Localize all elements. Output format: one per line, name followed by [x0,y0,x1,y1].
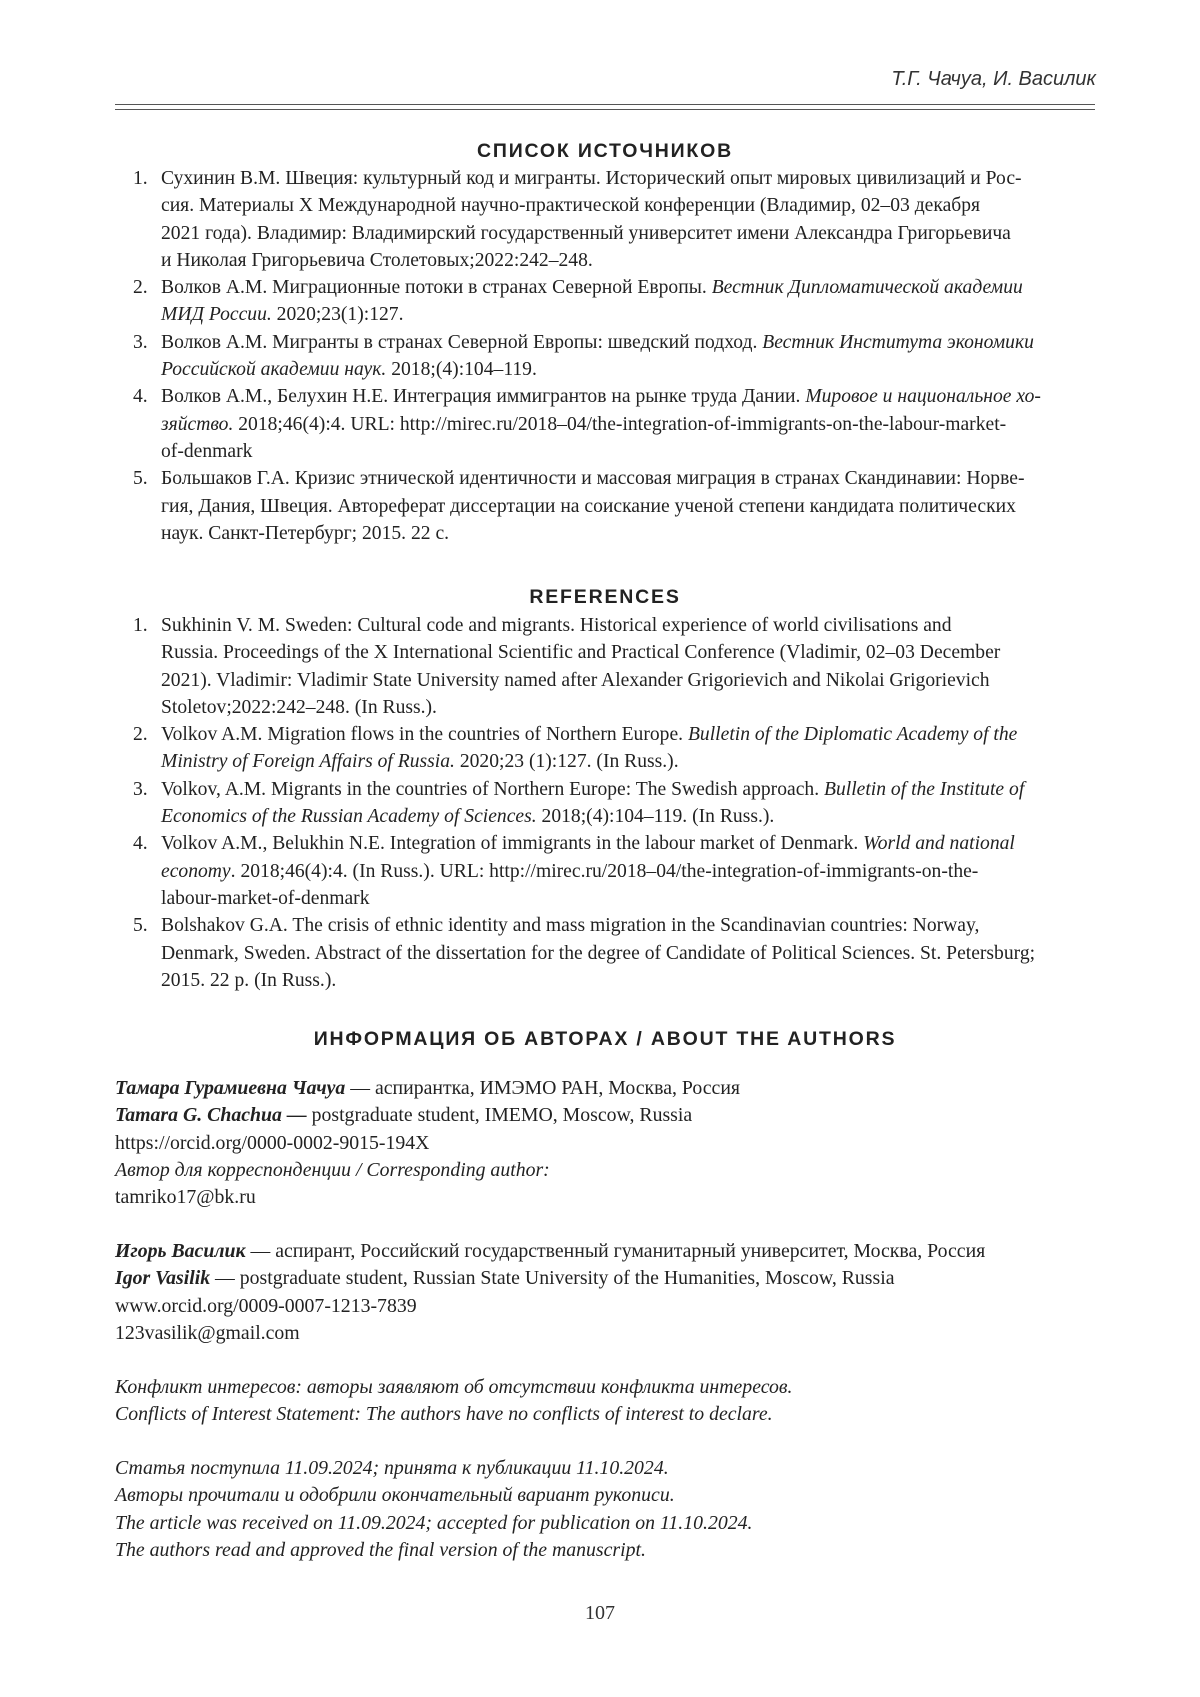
header-rule-bottom [115,109,1095,110]
author-1-name-ru: Тамара Гурамиевна Чачуа [115,1077,346,1099]
reference-item-1: 1. Sukhinin V. M. Sweden: Cultural code and migrants. Historical experience of world civilisations and Russia. Proceedings of the X International Scientific and Practical Conference (Vladimir, 02–03 December 2021). Vladimir: Vladimir State University named after Alexander Grigorievich and Nikolai Grigorievich Stoletov;2022:242–248. (In Russ.). [133,615,1001,718]
source-item-4: 4. Волков А.М., Белухин Н.Е. Интеграция иммигрантов на рынке труда Дании. Мировое и национальное хо- зяйство. 2018;46(4):4. URL: http://mirec.ru/2018–04/the-integration-of-immigrants-on-the-labour-market- of-denmark [133,386,1041,462]
author-2-email[interactable]: 123vasilik@gmail.com [115,1321,300,1344]
source-item-1: 1. Сухинин В.М. Швеция: культурный код и мигранты. Исторический опыт мировых цивилизаций и Рос- сия. Материалы X Международной научно-практической конференции (Владимир, 02–03 декабря 2021 года). Владимир: Владимирский государственный университет имени Александра Григорьевича и Николая Григорьевича Столетовых;2022:242–248. [133,168,1022,271]
sources-heading: СПИСОК ИСТОЧНИКОВ [477,140,733,162]
source-item-2: 2. Волков А.М. Миграционные потоки в странах Северной Европы. Вестник Дипломатической академии МИД России. 2020;23(1):127. [133,277,1023,326]
references-heading: REFERENCES [529,586,681,608]
reference-item-4: 4. Volkov A.M., Belukhin N.E. Integration of immigrants in the labour market of Denmark. World and national economy. 2018;46(4):4. (In Russ.). URL: http://mirec.ru/2018–04/the-integration-of-immigrants-on-the- labour-market-of-denmark [133,833,1015,909]
reference-item-3: 3. Volkov, A.M. Migrants in the countries of Northern Europe: The Swedish approach. Bulletin of the Institute of Economics of the Russian Academy of Sciences. 2018;(4):104–119. (In Russ.). [133,778,1025,828]
reference-item-2: 2. Volkov A.M. Migration flows in the countries of Northern Europe. Bulletin of the Diplomatic Academy of the Ministry of Foreign Affairs of Russia. 2020;23 (1):127. (In Russ.). [133,724,1018,773]
author-1-info: Тамара Гурамиевна Чачуа — аспирантка, ИМЭМО РАН, Москва, Россия Tamara G. Chachua — postgraduate student, IMEMO, Moscow, Russia https://orcid.org/0000-0002-9015-194X Автор для корреспонденции / Corresponding author: tamriko17@bk.ru [115,1075,1095,1211]
author-1-name-en: Tamara G. Chachua — [115,1104,307,1127]
author-2-info: Игорь Василик — аспирант, Российский государственный гуманитарный университет, Москва, Россия Igor Vasilik — postgraduate student, Russian State University of the Humanities, Moscow, Russia www.orcid.org/0009-0007-1213-7839 123vasilik@gmail.com [115,1238,1095,1347]
page-number: 107 [585,1602,615,1624]
source-item-5: 5. Большаков Г.А. Кризис этнической идентичности и массовая миграция в странах Скандинавии: Норве- гия, Дания, Швеция. Автореферат диссертации на соискание ученой степени кандидата политических наук. Санкт-Петербург; 2015. 22 с. [133,468,1025,544]
author-2-name-ru: Игорь Василик [115,1240,246,1262]
sources-list [115,165,1095,547]
header-rule-top [115,104,1095,105]
authors-heading: ИНФОРМАЦИЯ ОБ АВТОРАХ / ABOUT THE AUTHORS [313,1028,897,1050]
author-1-email[interactable]: tamriko17@bk.ru [115,1186,256,1209]
corresponding-author-label: Автор для корреспонденции / Corresponding author: [115,1158,550,1181]
author-2-name-en: Igor Vasilik [115,1267,211,1290]
running-head: Т.Г. Чачуа, И. Василик [891,68,1096,90]
references-list [115,612,1095,994]
article-dates: Статья поступила 11.09.2024; принята к публикации 11.10.2024. Авторы прочитали и одобрили окончательный вариант рукописи. The article was received on 11.09.2024; accepted for publication on 11.10.2024. The authors read and approved the final version of the manuscript. [115,1457,753,1561]
reference-item-5: 5. Bolshakov G.A. The crisis of ethnic identity and mass migration in the Scandinavian countries: Norway, Denmark, Sweden. Abstract of the dissertation for the degree of Candidate of Political Sciences. St. Petersburg; 2015. 22 p. (In Russ.). [133,915,1036,991]
conflict-statement: Конфликт интересов: авторы заявляют об отсутствии конфликта интересов. Conflicts of Interest Statement: The authors have no conflicts of interest to declare. [115,1376,793,1426]
source-item-3: 3. Волков А.М. Мигранты в странах Северной Европы: шведский подход. Вестник Института экономики Российской академии наук. 2018;(4):104–119. [133,331,1034,381]
author-1-orcid[interactable]: https://orcid.org/0000-0002-9015-194X [115,1131,430,1154]
author-2-orcid[interactable]: www.orcid.org/0009-0007-1213-7839 [115,1294,417,1317]
